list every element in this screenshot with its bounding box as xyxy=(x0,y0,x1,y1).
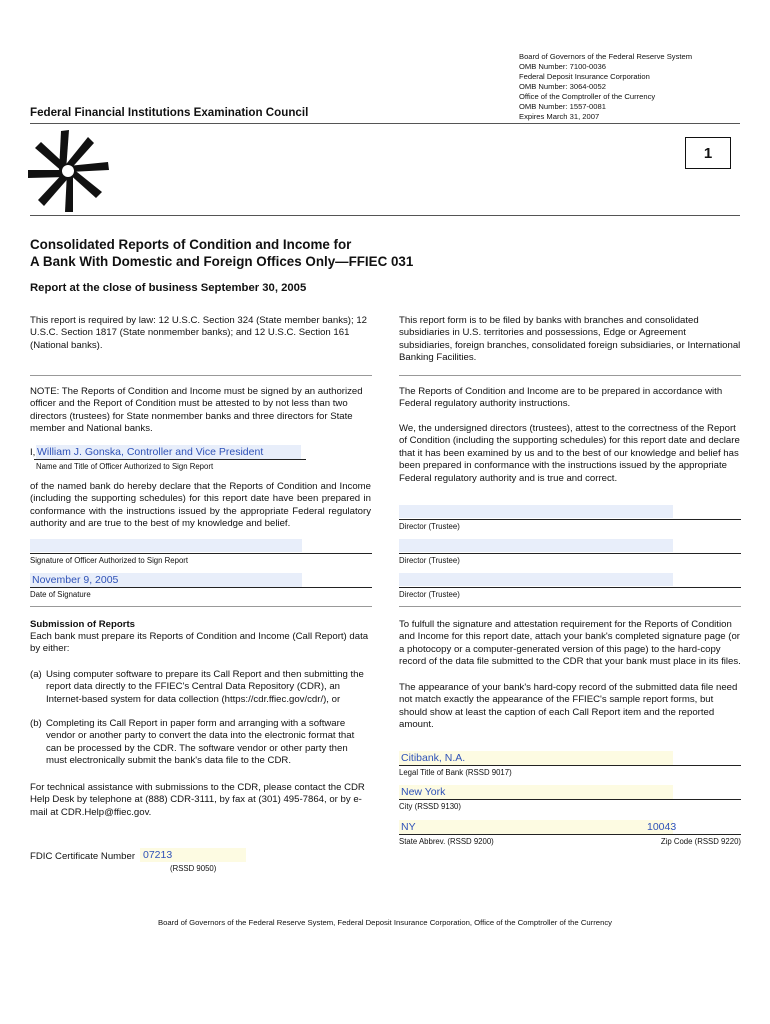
state-field[interactable]: NY xyxy=(401,821,416,833)
date-caption: Date of Signature xyxy=(30,590,91,599)
city-caption: City (RSSD 9130) xyxy=(399,802,461,811)
state-zip-line xyxy=(399,834,741,835)
director-signature-field-3[interactable] xyxy=(399,573,673,586)
director-caption-1: Director (Trustee) xyxy=(399,522,460,531)
director-attestation: We, the undersigned directors (trustees), attest to the correctness of the Report of Condition (including the supporting schedules) for this report date and declare that it has been examined by us and to the best of our knowledge and belief has been prepared in conformance with the instructions issued by the appropriate Federal regulatory authority and is true and correct. xyxy=(399,423,740,484)
director-signature-field-2[interactable] xyxy=(399,539,673,552)
fdic-certificate-field[interactable]: 07213 xyxy=(143,849,173,861)
option-b-label: (b) xyxy=(30,718,42,729)
ffiec-logo xyxy=(26,128,112,214)
fdic-certificate-label: FDIC Certificate Number xyxy=(30,851,136,862)
state-field-bg xyxy=(399,820,673,834)
option-a-label: (a) xyxy=(30,669,42,680)
law-statement: This report is required by law: 12 U.S.C. Section 324 (State member banks); 12 U.S.C. Section 1817 (State nonmember banks); and 12 U.S.C. Section 161 (National banks). xyxy=(30,315,367,351)
i-prefix: I, xyxy=(30,447,36,458)
director-caption-2: Director (Trustee) xyxy=(399,556,460,565)
signature-date-line xyxy=(30,587,372,588)
city-field[interactable]: New York xyxy=(401,786,446,798)
director-line-3 xyxy=(399,587,741,588)
tech-assistance: For technical assistance with submissions to the CDR, please contact the CDR Help Desk by telephone at (888) CDR-3111, by fax at (301) 495-7864, or by e-mail at CDR.Help@ffiec.gov. xyxy=(30,782,365,818)
fdic-rssd-caption: (RSSD 9050) xyxy=(170,864,217,873)
form-title xyxy=(30,237,413,270)
director-caption-3: Director (Trustee) xyxy=(399,590,460,599)
left-divider-1 xyxy=(30,375,372,376)
officer-name-line xyxy=(34,459,306,460)
submission-intro: Each bank must prepare its Reports of Condition and Income (Call Report) data by either: xyxy=(30,631,369,655)
title-line-2: A Bank With Domestic and Foreign Offices Only—FFIEC 031 xyxy=(30,253,414,269)
agency-line: OMB Number: 1557-0081 xyxy=(519,102,606,111)
zip-caption: Zip Code (RSSD 9220) xyxy=(660,837,741,846)
director-line-2 xyxy=(399,553,741,554)
right-divider-1 xyxy=(399,375,741,376)
agency-line: OMB Number: 7100-0036 xyxy=(519,62,606,71)
agency-line: Board of Governors of the Federal Reserve System xyxy=(519,52,693,61)
footer-agencies: Board of Governors of the Federal Reserve System, Federal Deposit Insurance Corporation, Office of the Comptroller of the Currency xyxy=(157,918,613,927)
agency-line: Expires March 31, 2007 xyxy=(519,112,600,121)
right-divider-2 xyxy=(399,606,741,607)
signature-requirement: To fulfull the signature and attestation requirement for the Reports of Condition and Income for this report date, attach your bank's completed signature page (or a photocopy or a computer-generated version of this page) to the hard-copy record of the data file submitted to the CDR that your bank must place in its files. xyxy=(399,619,741,668)
submission-heading: Submission of Reports xyxy=(30,619,136,630)
note-statement: NOTE: The Reports of Condition and Income must be signed by an authorized officer and the Report of Condition must be attested to by not less than two directors (trustees) for State nonmember banks and three directors for State member and National banks. xyxy=(30,386,363,435)
council-name: Federal Financial Institutions Examination Council xyxy=(30,106,309,119)
signature-caption: Signature of Officer Authorized to Sign Report xyxy=(30,556,189,565)
bank-name-line xyxy=(399,765,741,766)
city-line xyxy=(399,799,741,800)
state-caption: State Abbrev. (RSSD 9200) xyxy=(399,837,494,846)
page-number-box xyxy=(685,137,731,169)
agency-omb-block xyxy=(519,52,759,122)
director-signature-field-1[interactable] xyxy=(399,505,673,518)
officer-name-field[interactable]: William J. Gonska, Controller and Vice President xyxy=(37,446,264,458)
director-line-1 xyxy=(399,519,741,520)
title-line-1: Consolidated Reports of Condition and Income for xyxy=(30,237,352,252)
agency-line: OMB Number: 3064-0052 xyxy=(519,82,606,91)
header-divider xyxy=(30,123,740,124)
option-a-text: Using computer software to prepare its Call Report and then submitting the report data directly to the FFIEC's Central Data Repository (CDR), an Internet-based system for data collection (https://cdr.ffiec.gov/cdr/), or xyxy=(46,669,364,705)
signature-date-field[interactable]: November 9, 2005 xyxy=(32,574,119,586)
preparation-statement: The Reports of Condition and Income are to be prepared in accordance with Federal regulatory authority instructions. xyxy=(399,386,723,410)
officer-signature-field[interactable] xyxy=(30,539,302,552)
left-divider-2 xyxy=(30,606,372,607)
officer-declaration: of the named bank do hereby declare that the Reports of Condition and Income (including the supporting schedules) for this report date have been prepared in conformance with the instructions issued by the appropriate Federal regulatory authority and are true to the best of my knowledge and belief. xyxy=(30,481,371,530)
officer-signature-line xyxy=(30,553,372,554)
agency-line: Federal Deposit Insurance Corporation xyxy=(519,72,650,81)
officer-name-caption: Name and Title of Officer Authorized to Sign Report xyxy=(36,462,214,471)
agency-line: Office of the Comptroller of the Currency xyxy=(519,92,656,101)
option-b-text: Completing its Call Report in paper form and arranging with a software vendor or another party to convert the data into the electronic format that can be processed by the CDR. The software vendor or other party then must electronically submit the bank's data file to the CDR. xyxy=(46,718,355,767)
page-number: 1 xyxy=(703,144,713,162)
hard-copy-appearance: The appearance of your bank's hard-copy record of the submitted data file need not match exactly the appearance of the FFIEC's sample report forms, but should show at least the caption of each Call Report item and the reported amount. xyxy=(399,682,738,731)
zip-field[interactable]: 10043 xyxy=(647,821,677,833)
bank-name-field[interactable]: Citibank, N.A. xyxy=(401,752,466,764)
filing-scope: This report form is to be filed by banks with branches and consolidated subsidiaries in U.S. territories and possessions, Edge or Agreement subsidiaries, foreign branches, consolidated foreign subsidiaries, or International Banking Facilities. xyxy=(399,315,741,364)
report-date: Report at the close of business September 30, 2005 xyxy=(30,282,307,294)
bank-name-caption: Legal Title of Bank (RSSD 9017) xyxy=(399,768,512,777)
title-divider xyxy=(30,215,740,216)
